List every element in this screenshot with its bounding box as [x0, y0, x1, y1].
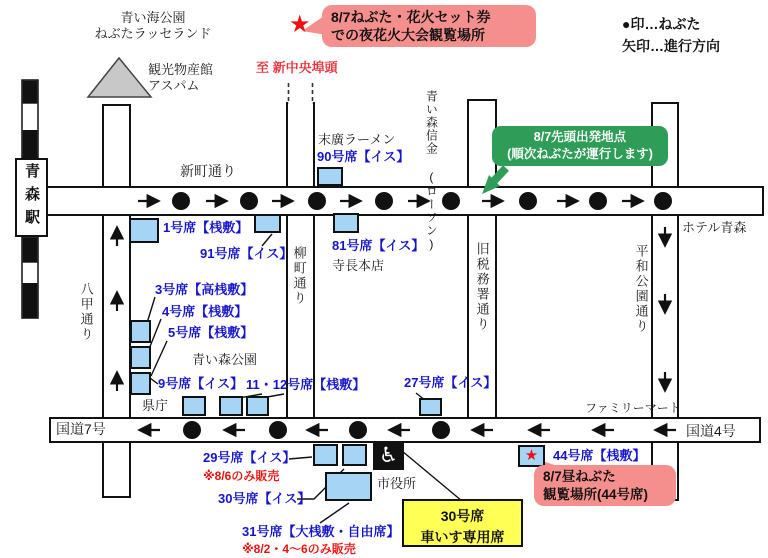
- familymart-label: ファミリーマート: [585, 401, 681, 415]
- pier-road-dashes: [289, 83, 313, 102]
- street-hakko-label: 八甲通り: [78, 282, 94, 342]
- seat-4-label: 4号席【桟敷】: [162, 304, 248, 319]
- street-kyu-zeimusho-label: 旧税務署通り: [474, 242, 490, 332]
- wheelchair-seat-callout: 30号席 車いす専用席: [402, 499, 523, 547]
- day-viewing-callout: 8/7昼ねぶた 観覧場所(44号席): [534, 465, 676, 506]
- seat-30-label: 30号席【イス】: [218, 491, 311, 506]
- aomori-station: 青森駅: [15, 158, 48, 237]
- seat-31-box: [325, 472, 372, 501]
- seat-44-label: 44号席【桟敷】: [553, 448, 646, 463]
- street-yanagimachi-label: 柳町通り: [291, 246, 307, 306]
- seat-5-label: 5号席【桟敷】: [168, 325, 254, 340]
- seat-3-label: 3号席【高桟敷】: [155, 282, 254, 297]
- seat-1-label: 1号席【桟敷】: [163, 220, 249, 235]
- seat-3-box: [130, 320, 151, 343]
- street-route7-label: 国道7号: [56, 421, 106, 437]
- seat-29-label: 29号席【イス】: [203, 450, 296, 465]
- seat-81-box: [333, 213, 359, 233]
- seat-9-box: [182, 396, 206, 416]
- seat-11-box: [219, 396, 243, 416]
- street-route4-label: 国道4号: [686, 423, 736, 439]
- seat-90-label: 90号席【イス】: [317, 149, 410, 164]
- city-hall-label: 市役所: [377, 476, 417, 491]
- pref-office-label: 県庁: [142, 398, 169, 413]
- seat-29-note: ※8/6のみ販売: [203, 469, 280, 483]
- seat-81-label: 81号席【イス】: [332, 238, 425, 253]
- seat-11-12-label: 11・12号席【桟敷】: [246, 377, 366, 392]
- shinkin-lawson-label: 青い森信金 (ローソン): [424, 90, 439, 252]
- seat-27-label: 27号席【イス】: [404, 375, 497, 390]
- map-legend: ●印…ねぶた 矢印…進行方向: [622, 16, 720, 54]
- mori-park-label: 青い森公園: [192, 352, 258, 367]
- aspam-triangle-icon: [88, 58, 151, 97]
- seat-12-box: [246, 396, 269, 416]
- seat-90-box: [317, 167, 343, 186]
- seat-30-box: [342, 444, 367, 466]
- aspam-label: 観光物産館 アスパム: [148, 62, 214, 93]
- seat-9-label: 9号席【イス】: [158, 376, 244, 391]
- wheelchair-icon: ♿: [373, 441, 404, 470]
- to-pier-label: 至 新中央埠頭: [256, 60, 338, 75]
- seat-31-note: ※8/2・4〜6のみ販売: [242, 542, 356, 556]
- seat-27-box: [419, 398, 442, 416]
- street-shinmachi-label: 新町通り: [180, 163, 236, 179]
- seat-91-label: 91号席【イス】: [200, 246, 293, 261]
- seat-4-box: [130, 346, 151, 369]
- sea-park-label: 青い海公園 ねぶたラッセランド: [94, 10, 212, 41]
- seat-1-box: [129, 218, 159, 243]
- fireworks-viewing-callout: 8/7ねぶた・花火セット券 での夜花火大会観覧場所: [322, 5, 536, 47]
- teracho-label: 寺長本店: [332, 258, 385, 273]
- seat-44-box: [518, 445, 545, 467]
- street-heiwa-koen-label: 平和公園通り: [633, 244, 649, 334]
- seat-31-label: 31号席【大桟敷・自由席】: [242, 524, 400, 539]
- start-point-callout: 8/7先頭出発地点 (順次ねぶたが運行します): [492, 126, 668, 166]
- hotel-aomori-label: ホテル青森: [682, 220, 747, 235]
- ramen-label: 末廣ラーメン: [318, 132, 396, 147]
- seat-5-box: [130, 372, 151, 395]
- seat-29-box: [313, 444, 338, 466]
- star-icon: ★: [524, 447, 539, 464]
- seat-91-box: [254, 214, 281, 233]
- star-icon: ★: [289, 11, 311, 38]
